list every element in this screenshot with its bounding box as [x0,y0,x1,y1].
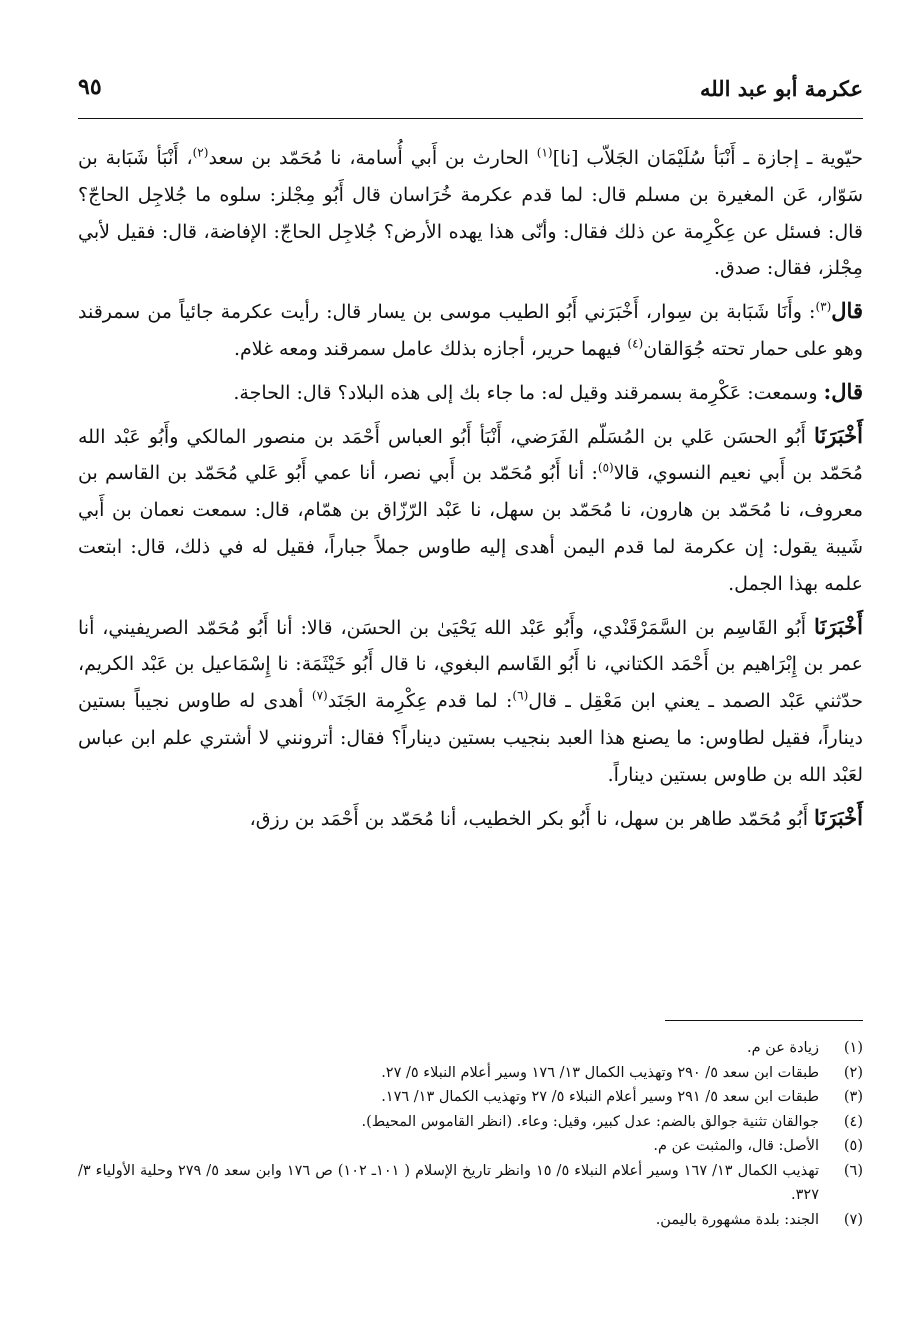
footnote-reference: (٦) [512,688,529,703]
footnote [78,1061,863,1086]
footnote-text: الأصل: قال، والمثبت عن م. [653,1138,819,1154]
footnote [78,1085,863,1110]
text-segment: أهدى له طاوس نجيباً بستين ديناراً، فقيل لطاوس: ما يصنع هذا العبد بنجيب بستين ديناراً؟ فقال: أترونني لا أشتري علم ابن عباس لعَبْد الله بن طاوس بستين ديناراً. [78,690,863,786]
footnote-text: تهذيب الكمال ١٣/ ١٦٧ وسير أعلام النبلاء ٥/ ١٥ وانظر تاريخ الإسلام ( ١٠١ـ ١٠٢) ص ١٧٦ وابن سعد ٥/ ٢٧٩ وحلية الأولياء ٣/ ٣٢٧. [78,1162,819,1203]
paragraph [78,374,863,412]
footnote-reference: (٧) [311,688,328,703]
text-segment: الحارث بن أَبي أُسامة، نا مُحَمّد بن سعد [208,147,537,169]
footnote-text: الجند: بلدة مشهورة باليمن. [655,1211,819,1228]
footnote-reference: (٢) [192,145,209,160]
footnote-number: (١) [843,1040,863,1056]
footnote [78,1036,863,1061]
text-segment: حيّوية ـ إجازة ـ أَنْبَأ سُلَيْمَان الجَلاّب [نا] [552,147,863,169]
header-rule [78,118,863,119]
footnote-number: (٦) [843,1162,863,1179]
footnote-reference: (٥) [597,461,614,476]
footnote-reference: (٤) [627,336,644,351]
page-header [78,72,863,112]
footnote-number: (٣) [843,1089,863,1105]
paragraph-lead-word: قال [831,298,863,324]
paragraph-lead-word: أَخْبَرَنَا [814,804,863,830]
footnote-number: (٢) [843,1064,863,1081]
page-number: ٩٥ [78,74,102,100]
text-segment: ، أَنْبَأ شَبَابة بن سَوّار، عَن المغيرة بن مسلم قال: لما قدم عكرمة خُرَاسان قال أَبُو مِجْلز: سلوه ما جُلاجِل الحاجّ؟ قال: فسئل عن عِكْرِمة عن ذلك فقال: وأنّى هذا يهده الأرض؟ جُلاجِل الحاجّ: الإفاضة، قال: فقيل لأبي مِجْلز، فقال: صدق. [78,147,863,280]
text-segment: : أنا أَبُو مُحَمّد بن أَبي نصر، أنا عمي أَبُو عَلي مُحَمّد بن القاسم بن معروف، نا مُحَمّد بن هارون، نا مُحَمّد بن سهل، نا عَبْد الرّزّاق بن همّام، قال: سمعت نعمان بن أَبي شَيبة يقول: إن عكرمة لما قدم اليمن أهدى إليه طاوس جملاً جباراً، فقيل له في ذلك، قال: ابتعت علمه بهذا الجمل. [78,462,864,595]
text-segment: وسمعت: عَكْرِمة بسمرقند وقيل له: ما جاء بك إلى هذه البلاد؟ قال: الحاجة. [233,381,824,404]
paragraph-lead-word: قال: [823,378,863,404]
footnote-text: جوالقان تثنية جوالق بالضم: عدل كبير، وقيل: وعاء. (انظر القاموس المحيط). [361,1113,819,1130]
footnote [78,1134,863,1159]
footnotes [78,1036,863,1232]
footnote [78,1208,863,1233]
text-segment: أَبُو الحسَن عَلي بن المُسَلّم الفَرَضي، أَنْبَأ أَبُو العباس أَحْمَد بن منصور المالكي وأَبُو عَبْد الله مُحَمّد بن أَبي نعيم النسوي، قالا [78,425,863,485]
footnote-text: زيادة عن م. [746,1040,819,1056]
footnote-number: (٥) [843,1138,863,1154]
paragraph [78,140,863,287]
paragraph-lead-word: أَخْبَرَنَا [814,422,863,448]
text-segment: : وأَنَا شَبَابة بن سِوار، أَخْبَرَني أَبُو الطيب موسى بن يسار قال: رأيت عكرمة جائياً من سمرقند وهو على حمار تحته جُوَالقان [78,301,863,360]
footnote [78,1159,863,1208]
text-segment: أَبُو مُحَمّد طاهر بن سهل، نا أَبُو بكر الخطيب، أنا مُحَمّد بن أَحْمَد بن رزق، [249,807,815,830]
paragraph [78,418,863,603]
text-segment: فيهما حرير، أجازه بذلك عامل سمرقند ومعه غلام. [233,337,628,360]
footnote-reference: (٣) [815,299,832,314]
footnote-text: طبقات ابن سعد ٥/ ٢٩١ وسير أعلام النبلاء ٥/ ٢٧ وتهذيب الكمال ١٣/ ١٧٦. [381,1089,819,1105]
paragraph [78,293,863,368]
paragraph [78,609,863,794]
footnote-number: (٤) [843,1113,863,1130]
footnote-text: طبقات ابن سعد ٥/ ٢٩٠ وتهذيب الكمال ١٣/ ١٧٦ وسير أعلام النبلاء ٥/ ٢٧. [381,1064,819,1081]
text-segment: : لما قدم عِكْرِمة الجَنَد [327,690,513,713]
text-segment: أَبُو القَاسِم بن السَّمَرْقَنْدي، وأَبُو عَبْد الله يَحْيَىٰ بن الحسَن، قالا: أنا أَبُو مُحَمّد الصريفيني، أنا عمر بن إِبْرَاهيم بن أَحْمَد الكتاني، نا أَبُو القَاسم البغوي، نا قال أَبُو خَيْثَمَة: نا إِسْمَاعيل بن عَبْد الكريم، حدّثني عَبْد الصمد ـ يعني ابن مَعْقِل ـ قال [78,616,863,713]
footnote-reference: (١) [536,145,553,160]
footnote-separator [665,1020,863,1021]
paragraph [78,800,863,838]
main-text [78,140,863,843]
footnote [78,1110,863,1135]
running-title: عكرمة أبو عبد الله [699,76,863,101]
footnote-number: (٧) [843,1211,863,1228]
paragraph-lead-word: أَخْبَرَنَا [814,613,863,639]
